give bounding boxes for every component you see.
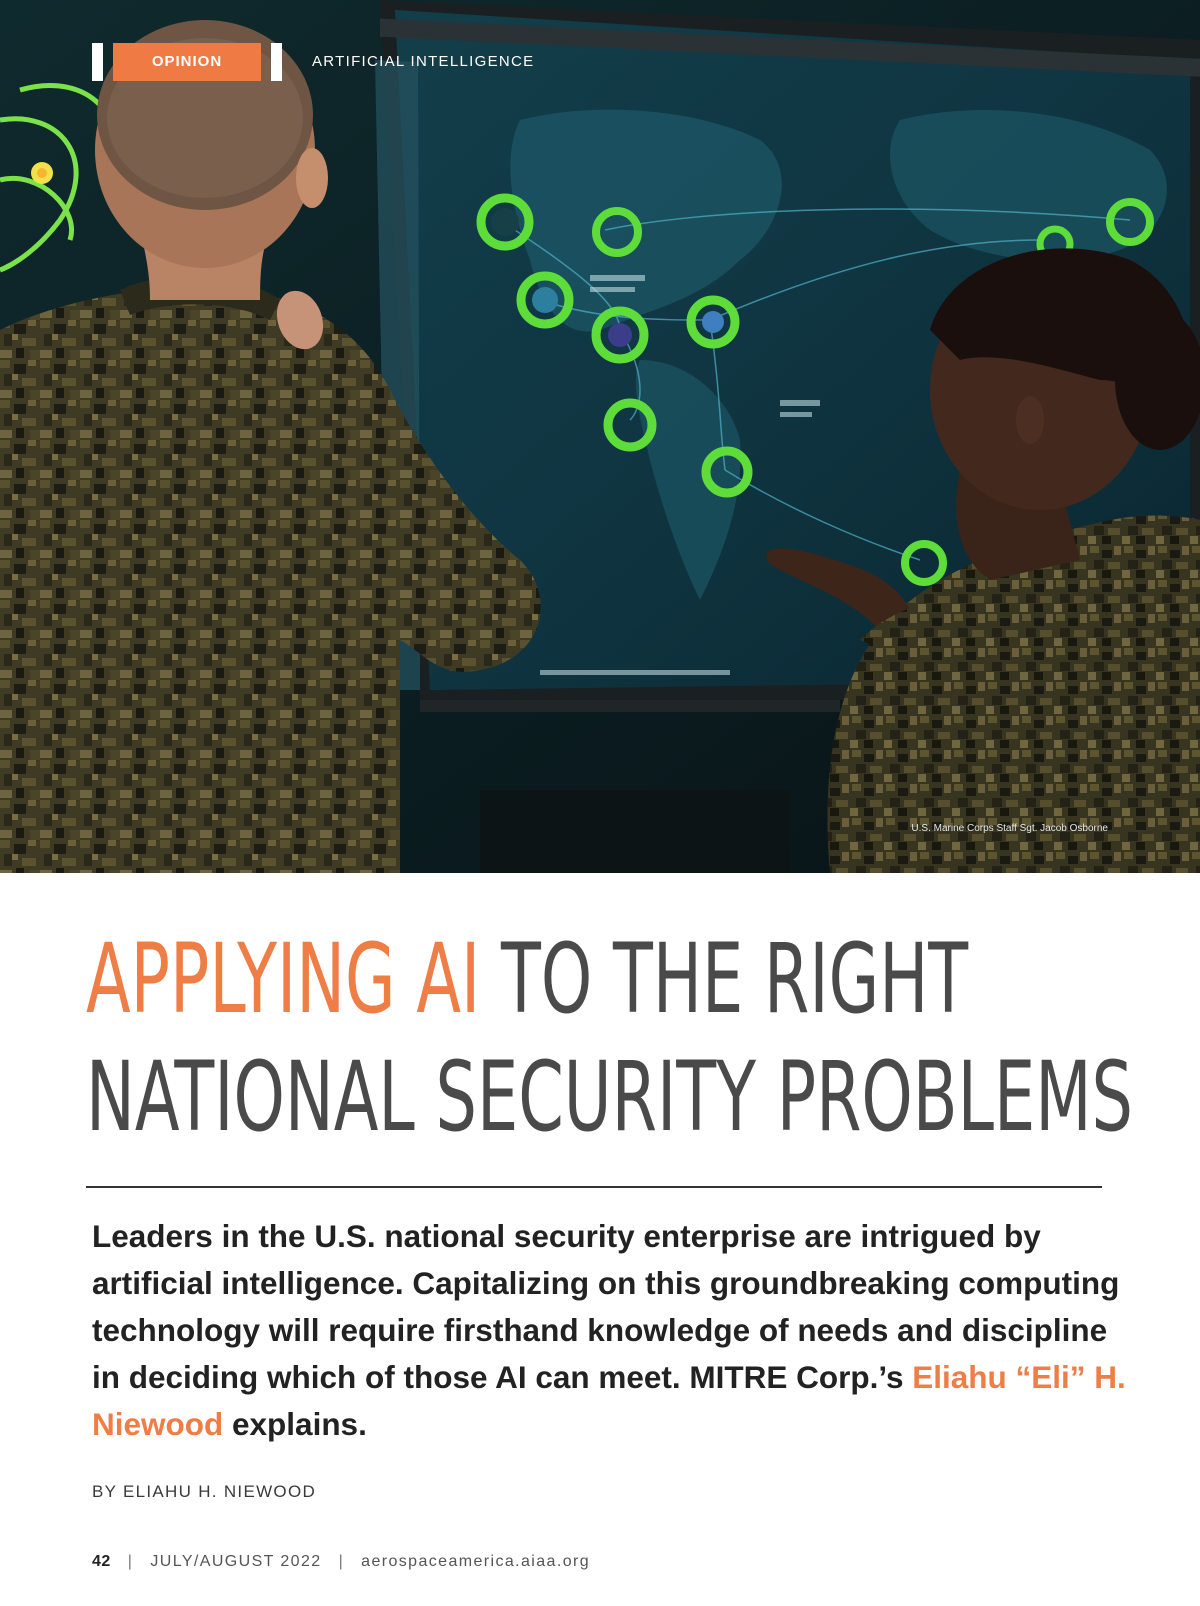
deck-suffix: explains.: [232, 1406, 367, 1442]
divider-rule: [86, 1186, 1102, 1188]
badge-bar-right: [271, 43, 282, 81]
photo-credit: U.S. Marine Corps Staff Sgt. Jacob Osborne: [911, 823, 1108, 834]
issue-date: JULY/AUGUST 2022: [150, 1553, 322, 1570]
byline: BY ELIAHU H. NIEWOOD: [92, 1482, 317, 1501]
deck-author-name: Eliahu “Eli” H. Niewood: [92, 1359, 1126, 1442]
headline-line-2: NATIONAL SECURITY PROBLEMS: [86, 1041, 1133, 1153]
category-badge: OPINION: [113, 43, 261, 81]
headline-line-1: [86, 920, 969, 1038]
website-url: aerospaceamerica.aiaa.org: [361, 1553, 591, 1570]
headline-accent: APPLYING AI: [86, 923, 481, 1035]
badge-bar-left: [92, 43, 103, 81]
footer-separator: |: [338, 1553, 345, 1570]
article-headline: [86, 920, 1133, 1156]
article-deck: [92, 1213, 1132, 1448]
page-footer: [92, 1553, 590, 1571]
section-label: ARTIFICIAL INTELLIGENCE: [312, 53, 535, 70]
headline-rest: TO THE RIGHT: [501, 923, 969, 1035]
footer-separator: |: [127, 1553, 134, 1570]
deck-text: Leaders in the U.S. national security enterprise are intrigued by artificial intelligence. Capitalizing on this groundbreaking computing technology will require firsthand knowledge of needs and discipline in deciding which of those AI can meet. MITRE Corp.’s: [92, 1218, 1120, 1395]
page-number: 42: [92, 1553, 111, 1570]
